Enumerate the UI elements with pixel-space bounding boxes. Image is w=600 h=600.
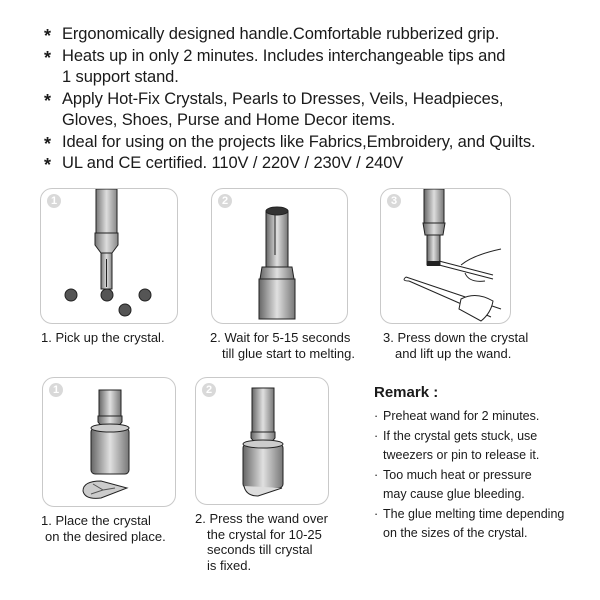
step-caption — [41, 330, 165, 346]
asterisk-icon: * — [44, 26, 51, 46]
step-caption — [41, 513, 166, 544]
asterisk-icon: * — [44, 133, 51, 154]
step-illustration-place — [42, 377, 176, 507]
remark-line: Preheat wand for 2 minutes. — [383, 409, 540, 423]
remark-title: Remark : — [374, 384, 439, 401]
remark-item — [374, 505, 594, 544]
caption-line: and lift up the wand. — [395, 345, 512, 361]
feature-item — [44, 132, 584, 154]
tweezers-press-crystal-icon — [381, 189, 510, 323]
step-badge: 2 — [218, 194, 232, 208]
feature-text: Apply Hot-Fix Crystals, Pearls to Dresses, Veils, Headpieces, — [62, 89, 504, 108]
wand-over-crystals-icon — [41, 189, 177, 323]
step-illustration-pick-up — [40, 188, 178, 324]
caption-line: seconds till crystal — [207, 542, 313, 557]
asterisk-icon: * — [44, 90, 51, 111]
bullet-dot-icon: · — [374, 467, 379, 482]
remark-section — [374, 384, 594, 544]
step-badge: 1 — [49, 383, 63, 397]
feature-list — [44, 24, 584, 175]
feature-text: UL and CE certified. 110V / 220V / 230V / 240V — [62, 154, 404, 172]
caption-line: 2. Wait for 5-15 seconds — [210, 330, 351, 345]
step-caption — [383, 330, 528, 361]
feature-text: Ergonomically designed handle.Comfortable rubberized grip. — [62, 25, 500, 43]
remark-line: Too much heat or pressure — [383, 467, 532, 482]
remark-item — [374, 427, 594, 466]
remark-item — [374, 407, 594, 427]
remark-line: on the sizes of the crystal. — [383, 526, 528, 540]
bullet-dot-icon: · — [374, 428, 379, 443]
feature-item — [44, 89, 584, 132]
feature-item — [44, 153, 584, 175]
step-badge: 3 — [387, 194, 401, 208]
feature-text: Gloves, Shoes, Purse and Home Decor items. — [62, 111, 396, 129]
caption-line: on the desired place. — [45, 528, 166, 544]
asterisk-icon: * — [44, 155, 51, 175]
wand-with-teardrop-crystal-icon — [43, 378, 175, 506]
caption-line: 3. Press down the crystal — [383, 330, 529, 345]
remark-item — [374, 466, 594, 505]
step-badge: 1 — [47, 194, 61, 208]
wand-pressing-crystal-icon — [196, 378, 328, 504]
feature-text: 1 support stand. — [62, 68, 179, 86]
feature-text: Ideal for using on the projects like Fabrics,Embroidery, and Quilts. — [62, 132, 536, 151]
remark-line: tweezers or pin to release it. — [383, 448, 540, 462]
remark-line: may cause glue bleeding. — [383, 487, 525, 501]
caption-line: till glue start to melting. — [222, 345, 355, 361]
step-badge: 2 — [202, 383, 216, 397]
feature-item — [44, 46, 584, 89]
feature-text: Heats up in only 2 minutes. Includes interchangeable tips and — [62, 46, 506, 65]
caption-line: 2. Press the wand over — [195, 511, 328, 526]
step-caption — [210, 330, 355, 361]
step-illustration-fix — [195, 377, 329, 505]
remark-line: The glue melting time depending — [383, 506, 565, 521]
asterisk-icon: * — [44, 47, 51, 68]
step-caption — [195, 511, 328, 573]
caption-line: 1. Pick up the crystal. — [41, 330, 165, 345]
caption-line: the crystal for 10-25 — [207, 526, 322, 542]
bullet-dot-icon: · — [374, 506, 379, 521]
caption-line: 1. Place the crystal — [41, 513, 151, 528]
step-illustration-press — [380, 188, 511, 324]
step-illustration-heating — [211, 188, 348, 324]
bullet-dot-icon: · — [374, 409, 379, 423]
caption-line: is fixed. — [207, 557, 252, 573]
feature-item — [44, 24, 584, 46]
remark-line: If the crystal gets stuck, use — [383, 428, 538, 443]
wand-tip-heating-icon — [212, 189, 347, 323]
